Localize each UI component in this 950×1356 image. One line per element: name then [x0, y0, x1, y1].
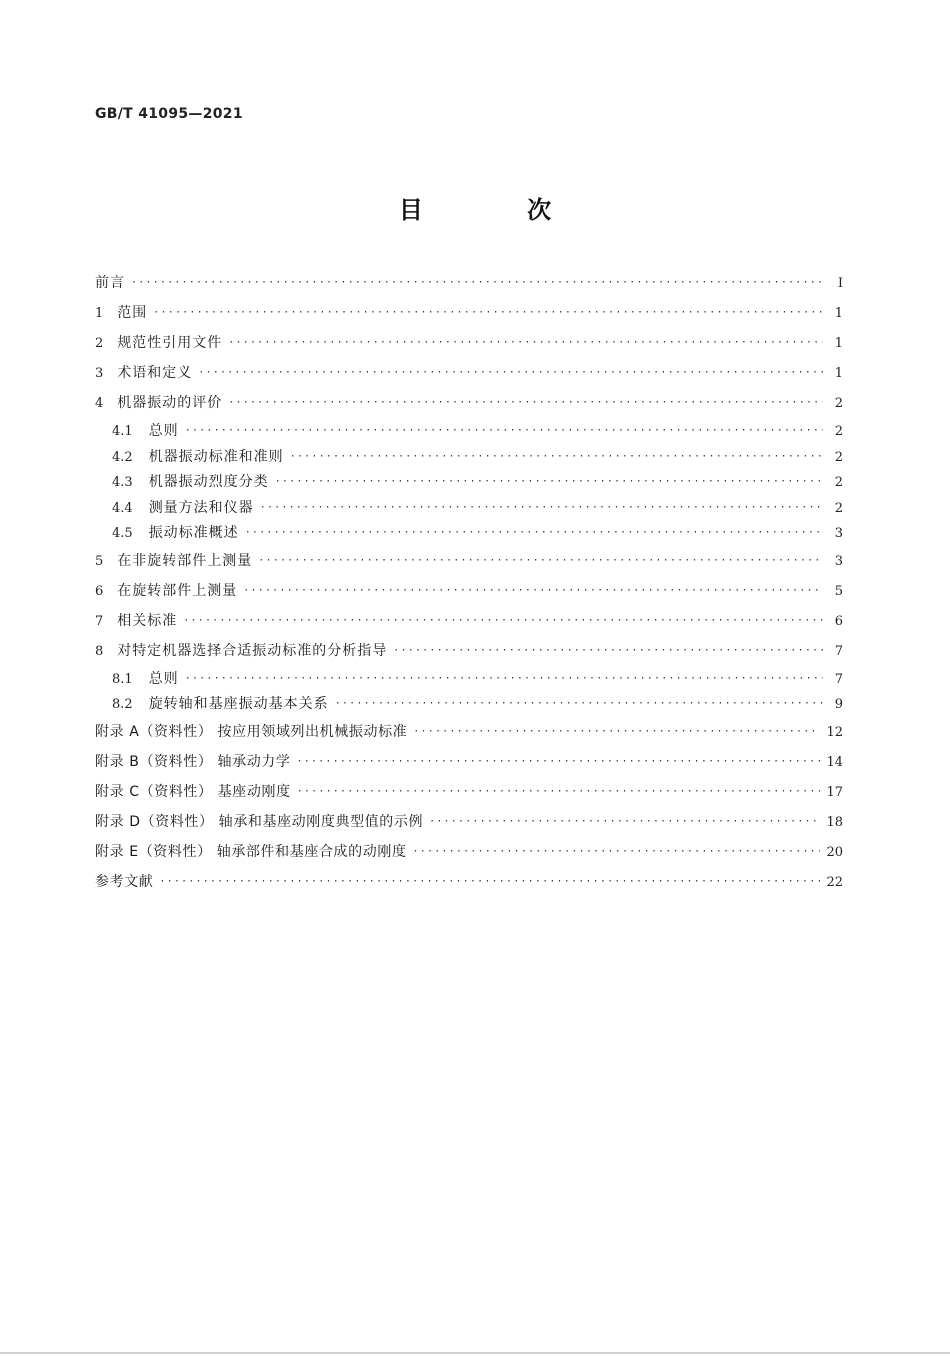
- toc-entry-page: 2: [834, 449, 843, 465]
- toc-entry-page: 18: [826, 814, 843, 830]
- toc-entry-label: 范围: [117, 305, 148, 321]
- toc-dot-leader: [228, 334, 823, 352]
- toc-dot-leader: [245, 524, 823, 542]
- toc-dot-leader: [413, 843, 821, 861]
- toc-entry-page: 7: [834, 671, 843, 687]
- toc-entry-page: 2: [834, 396, 843, 411]
- page-title: 目 次: [398, 196, 600, 224]
- toc-dot-leader: [297, 753, 821, 771]
- toc-entry[interactable]: [95, 719, 843, 749]
- toc-entry-number: 4.3: [112, 475, 133, 490]
- toc-entry[interactable]: [95, 420, 843, 446]
- toc-entry-label: 机器振动标准和准则: [148, 448, 284, 465]
- toc-dot-leader: [297, 783, 821, 801]
- toc-entry-page: 5: [834, 583, 843, 599]
- toc-entry-label: 附录 D（资料性） 轴承和基座动刚度典型值的示例: [95, 813, 424, 830]
- toc-dot-leader: [183, 612, 823, 630]
- toc-entry-label: 术语和定义: [117, 365, 193, 381]
- toc-entry-label: 前言: [95, 275, 125, 291]
- toc-dot-leader: [335, 695, 823, 713]
- toc-entry-page: 6: [834, 613, 843, 629]
- toc-entry[interactable]: [95, 638, 843, 668]
- toc-entry[interactable]: [95, 809, 843, 839]
- toc-entry[interactable]: [95, 497, 843, 523]
- toc-entry-page: 7: [834, 643, 843, 659]
- toc-dot-leader: [198, 364, 823, 382]
- toc-entry-number: 8.1: [112, 671, 133, 687]
- toc-entry-label: 附录 C（资料性） 基座动刚度: [95, 783, 291, 800]
- toc-entry-label: 在非旋转部件上测量: [117, 552, 253, 569]
- toc-dot-leader: [159, 873, 820, 891]
- toc-entry-number: 3: [95, 366, 104, 381]
- toc-dot-leader: [260, 499, 823, 517]
- toc-dot-leader: [131, 274, 823, 292]
- toc-entry[interactable]: [95, 360, 843, 390]
- toc-entry-label: 附录 A（资料性） 按应用领域列出机械振动标准: [95, 723, 408, 740]
- toc-entry[interactable]: [95, 749, 843, 779]
- toc-entry-page: 3: [834, 526, 843, 541]
- toc-entry[interactable]: [95, 270, 843, 300]
- toc-dot-leader: [228, 394, 823, 412]
- toc-entry-number: 1: [95, 306, 104, 321]
- toc-entry[interactable]: [95, 779, 843, 809]
- toc-dot-leader: [185, 670, 823, 688]
- toc-entry-label: 机器振动的评价: [117, 395, 223, 411]
- toc-entry-label: 测量方法和仪器: [148, 499, 254, 516]
- toc-entry-page: 12: [826, 724, 843, 740]
- toc-entry[interactable]: [95, 668, 843, 694]
- toc-entry-label: 在旋转部件上测量: [117, 582, 238, 599]
- toc-entry-page: 14: [826, 754, 843, 770]
- toc-entry-number: 4: [95, 396, 104, 411]
- toc-dot-leader: [275, 473, 823, 491]
- toc-entry-number: 2: [95, 336, 104, 351]
- toc-entry-label: 总则: [148, 423, 179, 439]
- toc-dot-leader: [413, 723, 820, 741]
- toc-entry-number: 5: [95, 553, 104, 569]
- toc-entry[interactable]: [95, 446, 843, 472]
- toc-dot-leader: [393, 642, 823, 660]
- toc-entry-page: 20: [826, 844, 843, 860]
- toc-entry[interactable]: [95, 548, 843, 578]
- toc-entry[interactable]: [95, 300, 843, 330]
- toc-dot-leader: [153, 304, 823, 322]
- toc-entry[interactable]: [95, 330, 843, 360]
- toc-entry[interactable]: [95, 471, 843, 497]
- toc-dot-leader: [429, 813, 820, 831]
- toc-entry[interactable]: [95, 869, 843, 899]
- toc-entry-number: 8: [95, 643, 104, 659]
- toc-entry-label: 机器振动烈度分类: [148, 474, 269, 490]
- toc-entry-page: 2: [834, 475, 843, 490]
- toc-entry-label: 相关标准: [117, 612, 178, 629]
- toc-entry[interactable]: [95, 522, 843, 548]
- table-of-contents: [95, 270, 843, 899]
- toc-entry-label: 参考文献: [95, 873, 154, 890]
- toc-entry-number: 8.2: [112, 697, 133, 712]
- toc-entry-number: 4.5: [112, 526, 133, 541]
- toc-entry[interactable]: [95, 390, 843, 420]
- toc-entry-page: 3: [834, 553, 843, 569]
- toc-entry-label: 旋转轴和基座振动基本关系: [148, 696, 329, 712]
- toc-entry-page: 9: [834, 697, 843, 712]
- document-code: GB/T 41095—2021: [95, 106, 243, 122]
- toc-entry-label: 对特定机器选择合适振动标准的分析指导: [117, 642, 388, 659]
- toc-entry-label: 附录 B（资料性） 轴承动力学: [95, 753, 291, 770]
- toc-dot-leader: [185, 422, 823, 440]
- toc-entry-page: 2: [834, 500, 843, 516]
- toc-entry-number: 4.1: [112, 424, 133, 439]
- toc-entry[interactable]: [95, 608, 843, 638]
- toc-entry-number: 6: [95, 583, 104, 599]
- toc-entry-label: 规范性引用文件: [117, 335, 223, 351]
- toc-entry[interactable]: [95, 693, 843, 719]
- toc-entry-label: 附录 E（资料性） 轴承部件和基座合成的动刚度: [95, 843, 407, 860]
- toc-entry-label: 总则: [148, 670, 179, 687]
- toc-entry-page: I: [837, 276, 843, 291]
- toc-dot-leader: [258, 552, 823, 570]
- toc-entry-number: 7: [95, 613, 104, 629]
- toc-entry-number: 4.4: [112, 500, 133, 516]
- toc-entry-page: 17: [826, 784, 843, 800]
- toc-entry-page: 1: [834, 336, 843, 351]
- toc-entry-label: 振动标准概述: [148, 525, 239, 541]
- toc-entry-page: 1: [834, 366, 843, 381]
- toc-dot-leader: [290, 448, 823, 466]
- toc-entry[interactable]: [95, 578, 843, 608]
- toc-entry[interactable]: [95, 839, 843, 869]
- toc-entry-page: 22: [826, 874, 843, 890]
- toc-dot-leader: [243, 582, 823, 600]
- toc-entry-page: 2: [834, 424, 843, 439]
- page-bottom-rule: [0, 1352, 950, 1354]
- toc-entry-page: 1: [834, 306, 843, 321]
- toc-entry-number: 4.2: [112, 449, 133, 465]
